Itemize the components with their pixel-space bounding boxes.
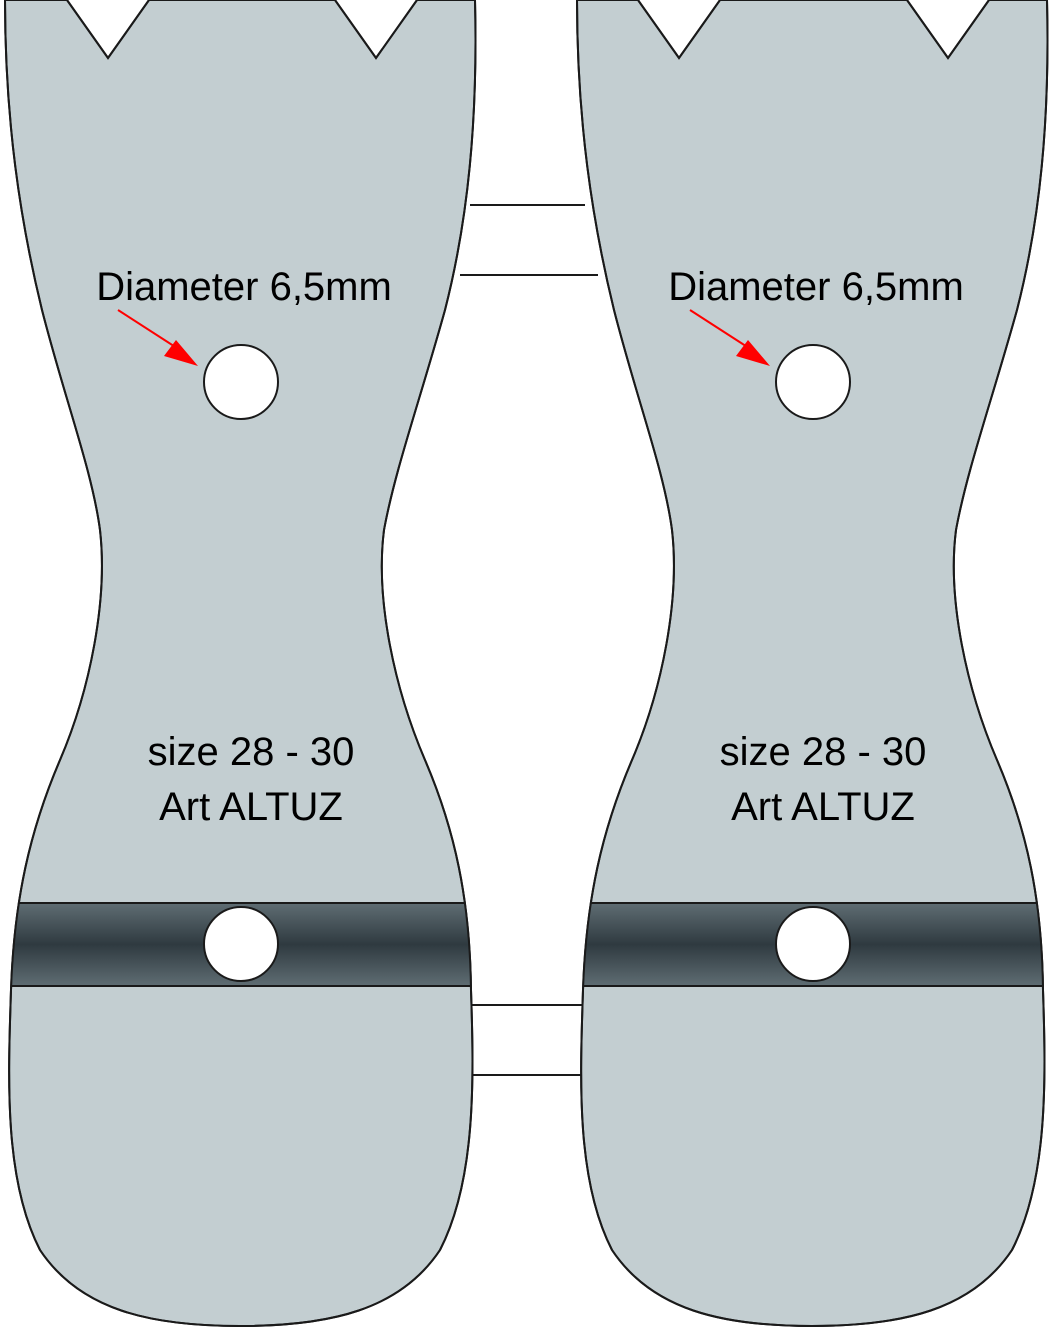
left-upper-hole <box>204 345 278 419</box>
left-article-label: Art ALTUZ <box>159 785 343 829</box>
right-size-label: size 28 - 30 <box>719 730 927 774</box>
right-sole-outline <box>577 0 1048 1326</box>
left-size-label: size 28 - 30 <box>147 730 355 774</box>
left-lower-hole <box>204 907 278 981</box>
right-article-label: Art ALTUZ <box>731 785 915 829</box>
right-sole <box>575 0 1055 1326</box>
left-sole <box>0 0 480 1326</box>
left-sole-outline <box>5 0 476 1326</box>
right-hole-diameter-label: Diameter 6,5mm <box>668 265 964 309</box>
left-hole-diameter-label: Diameter 6,5mm <box>96 265 392 309</box>
connector-strips <box>460 205 598 1075</box>
right-upper-hole <box>776 345 850 419</box>
right-lower-hole <box>776 907 850 981</box>
